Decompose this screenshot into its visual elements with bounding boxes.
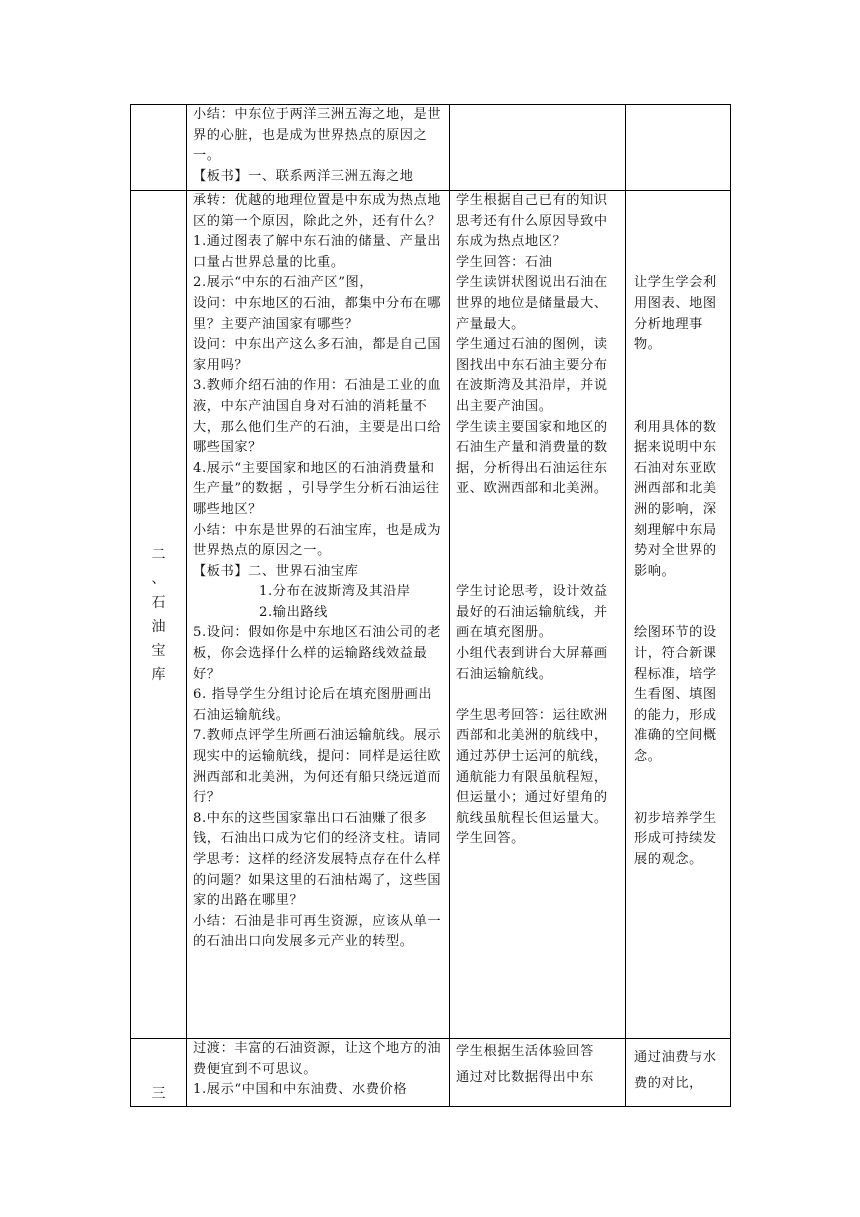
step-text: 3.教师介绍石油的作用：石油是工业的血液，中东产油国自身对石油的消耗量不大，那么他们生产的石油，主要是出口给哪些国家？ — [193, 378, 442, 456]
step-text: 1.展示“中国和中东油费、水费价格 — [193, 1082, 408, 1098]
section-cell — [131, 1039, 187, 1107]
step-text: 5.设问：假如你是中东地区石油公司的老板，你会选择什么样的运输路线效益最好？ — [193, 625, 442, 682]
teacher-activity-cell — [187, 105, 450, 191]
blackboard-subitem: 1.分布在波斯湾及其沿岸 — [259, 584, 411, 600]
table-row — [131, 191, 731, 1039]
section-label: 三 — [151, 1086, 166, 1102]
step-text: 7.教师点评学生所画石油运输航线。展示现实中的运输航线，提问：同样是运往欧洲西部和北美洲，为何还有船只绕远道而行？ — [193, 728, 442, 806]
blackboard-subitem: 2.输出路线 — [259, 604, 328, 620]
lesson-plan-table — [130, 104, 731, 1107]
section-cell — [131, 105, 187, 191]
transition-text: 过渡：丰富的石油资源，让这个地方的油费便宜到不可思议。 — [193, 1041, 442, 1077]
summary-text: 小结：石油是非可再生资源，应该从单一的石油出口向发展多元产业的转型。 — [193, 913, 442, 950]
section-label: 二 、 石 油 宝 库 — [151, 546, 166, 683]
student-activity-cell — [450, 191, 626, 1039]
student-text: 学生根据自己已有的知识思考还有什么原因导致中东成为热点地区？ — [456, 193, 608, 250]
student-text: 学生读饼状图说出石油在世界的地位是储量最大、产量最大。 — [456, 275, 608, 332]
step-text: 8.中东的这些国家靠出口石油赚了很多钱，石油出口成为它们的经济支柱。请同学思考：这样的经济发展特点存在什么样的问题？如果这里的石油枯竭了，这些国家的出路在哪里？ — [193, 810, 442, 909]
student-text: 学生讨论思考，设计效益最好的石油运输航线，并画在填充图册。 — [456, 584, 608, 641]
student-text: 学生根据生活体验回答 — [456, 1044, 594, 1059]
design-purpose-cell — [626, 1039, 731, 1107]
design-purpose-cell — [626, 191, 731, 1039]
student-activity-cell — [450, 1039, 626, 1107]
student-text: 学生回答：石油 — [456, 254, 553, 270]
question-text: 设问：中东出产这么多石油，都是自己国家用吗？ — [193, 337, 442, 373]
summary-text: 小结：中东是世界的石油宝库，也是成为世界热点的原因之一。 — [193, 522, 442, 559]
step-text: 1.通过图表了解中东石油的储量、产量出口量占世界总量的比重。 — [193, 234, 442, 270]
table-row — [131, 1039, 731, 1107]
purpose-text: 通过油费与水费的对比， — [634, 1050, 717, 1091]
step-text: 6. 指导学生分组讨论后在填充图册画出石油运输航线。 — [193, 687, 433, 723]
student-text: 通过对比数据得出中东 — [456, 1070, 594, 1085]
step-text: 4.展示“主要国家和地区的石油消费量和生产量”的数据 ，引导学生分析石油运往哪些地区？ — [193, 460, 440, 517]
purpose-text: 利用具体的数据来说明中东石油对东亚欧洲西部和北美洲的影响，深刻理解中东局势对全世界的影响。 — [634, 419, 717, 579]
teacher-activity-cell — [187, 1039, 450, 1107]
student-text: 学生读主要国家和地区的石油生产量和消费量的数据，分析得出石油运往东亚、欧洲西部和北美洲。 — [456, 419, 608, 497]
step-text: 2.展示“中东的石油产区”图， — [193, 275, 374, 291]
transition-text: 承转：优越的地理位置是中东成为热点地区的第一个原因，除此之外，还有什么？ — [193, 193, 442, 229]
purpose-text: 绘图环节的设计，符合新课程标准，培学生看图、填图的能力，形成准确的空间概念。 — [634, 625, 717, 765]
question-text: 设问：中东地区的石油，都集中分布在哪里？主要产油国家有哪些？ — [193, 295, 442, 332]
student-text: 学生通过石油的图例，读图找出中东石油主要分布在波斯湾及其沿岸，并说出主要产油国。 — [456, 337, 608, 414]
table-row — [131, 105, 731, 191]
blackboard-text: 【板书】一、联系两洋三洲五海之地 — [193, 168, 414, 184]
design-purpose-cell — [626, 105, 731, 191]
purpose-text: 让学生学会利用图表、地图分析地理事物。 — [634, 275, 717, 353]
blackboard-text: 【板书】二、世界石油宝库 — [193, 563, 359, 579]
student-text: 学生回答。 — [456, 831, 525, 847]
section-cell — [131, 191, 187, 1039]
student-text: 小组代表到讲台大屏幕画石油运输航线。 — [456, 646, 608, 682]
student-activity-cell — [450, 105, 626, 191]
summary-text: 小结：中东位于两洋三洲五海之地，是世界的心脏，也是成为世界热点的原因之一。 — [193, 107, 442, 164]
student-text: 学生思考回答：运往欧洲西部和北美洲的航线中，通过苏伊士运河的航线，通航能力有限虽航程短，但运量小；通过好望角的航线虽航程长但运量大。 — [456, 707, 608, 826]
teacher-activity-cell — [187, 191, 450, 1039]
purpose-text: 初步培养学生形成可持续发展的观念。 — [634, 810, 717, 867]
